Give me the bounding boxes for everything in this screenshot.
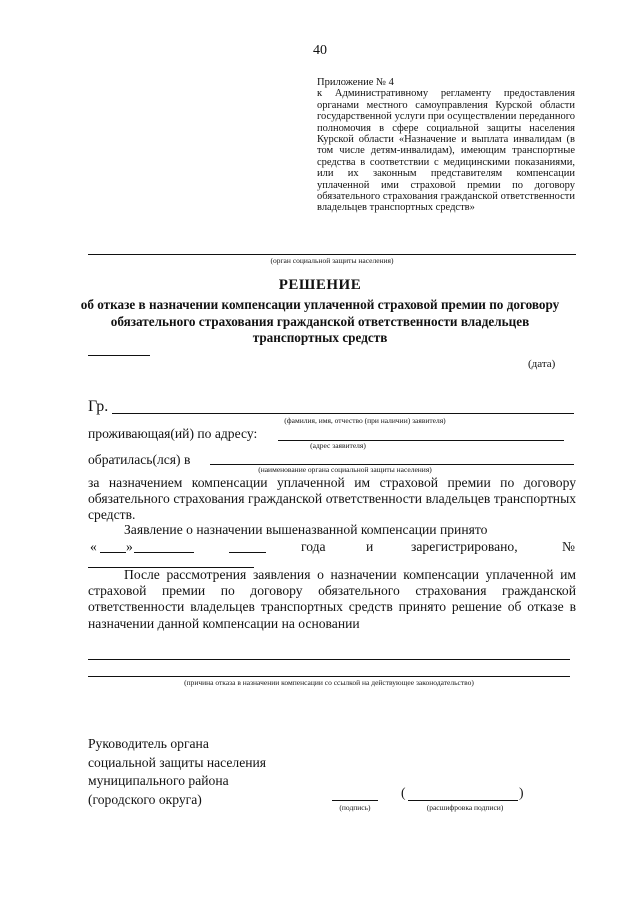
annex-block <box>317 77 575 214</box>
date-line <box>88 355 150 356</box>
signer-line-1: Руководитель органа <box>88 736 209 751</box>
registered-word: зарегистрировано, <box>411 539 518 554</box>
year-line <box>229 552 266 553</box>
date-caption: (дата) <box>528 358 556 370</box>
decode-caption: (расшифровка подписи) <box>426 803 504 812</box>
decode-paren-open: ( <box>401 785 406 800</box>
reason-line-1 <box>88 659 570 660</box>
address-label: проживающая(ий) по адресу: <box>88 426 258 441</box>
decode-paren-close: ) <box>519 785 524 800</box>
month-line <box>134 552 194 553</box>
quote-close: » <box>126 539 133 554</box>
reason-line-2 <box>88 676 570 677</box>
signer-line-2: социальной защиты населения <box>88 754 267 770</box>
reason-caption: (причина отказа в назначении компенсации со ссылкой на действующее законодательство) <box>184 678 474 687</box>
accepted-paragraph: Заявление о назначении вышеназванной компенсации принято <box>124 522 488 537</box>
document-title: РЕШЕНИЕ <box>278 277 362 293</box>
gr-label: Гр. <box>88 398 109 415</box>
signer-line-4: (городского округа) <box>88 791 202 807</box>
signer-title <box>88 735 266 809</box>
day-line <box>100 552 126 553</box>
fio-line <box>112 413 574 414</box>
organ-line <box>88 254 576 255</box>
quote-open: « <box>90 539 97 554</box>
annex-title: Приложение № 4 <box>317 77 394 88</box>
annex-text: к Административному регламенту предоставления органами местного самоуправления Курской области государственной услуги при осуществлении переданного полномочия в сфере социальной защиты населения Курской области «Назначение и выплата инвалидам (в том числе детям-инвалидам), имеющим транспортные средства в соответствии с медицинскими показаниями, или их законным представителям компенсации уплаченной ими страховой премии по договору обязательного страхования гражданской ответственности владельцев транспортных средств» <box>317 88 575 214</box>
address-caption: (адрес заявителя) <box>310 441 366 450</box>
purpose-paragraph: за назначением компенсации уплаченной им страховой премии по договору обязательного страхования гражданской ответственности владельцев транспортных средств. <box>88 475 576 523</box>
fio-caption: (фамилия, имя, отчество (при наличии) заявителя) <box>284 416 446 425</box>
organ-caption: (орган социальной защиты населения) <box>270 256 394 265</box>
year-word: года <box>301 539 326 554</box>
and-word: и <box>366 539 374 554</box>
applied-label: обратилась(лся) в <box>88 452 191 467</box>
number-sign: № <box>562 539 575 554</box>
decision-paragraph: После рассмотрения заявления о назначении компенсации уплаченной им страховой премии по договору обязательного страхования гражданской ответственности владельцев транспортных средств принято решение об отказе в назначении данной компенсации на основании <box>88 567 576 631</box>
signature-line <box>332 800 378 801</box>
organ-name-caption: (наименование органа социальной защиты населения) <box>258 465 432 474</box>
decode-line <box>408 800 518 801</box>
signer-line-3: муниципального района <box>88 773 229 788</box>
page-number: 40 <box>313 43 327 58</box>
document-subtitle: об отказе в назначении компенсации уплаченной страховой премии по договору обязательного страхования гражданской ответственности владельцев транспортных средств <box>80 297 560 345</box>
signature-caption: (подпись) <box>339 803 371 812</box>
